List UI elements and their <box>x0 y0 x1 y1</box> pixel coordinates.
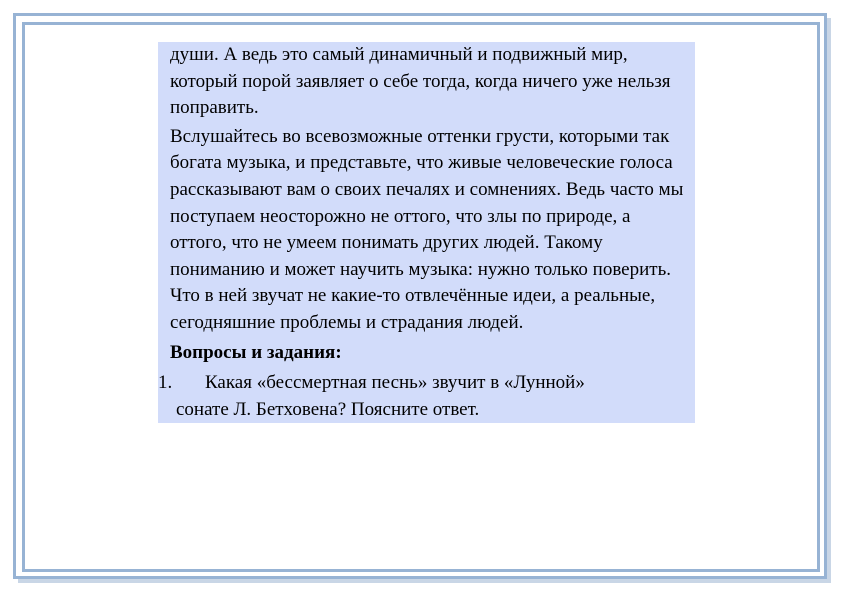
questions-heading: Вопросы и задания: <box>170 341 342 363</box>
list-item-text-line2: сонате Л. Бетховена? Поясните ответ. <box>176 398 480 420</box>
frame-shadow-bottom <box>18 579 831 583</box>
list-item-text-line1: Какая «бессмертная песнь» звучит в «Лунной» <box>205 372 585 394</box>
paragraph-1: души. А ведь это самый динамичный и подвижный мир, который порой заявляет о себе тогда, когда ничего уже нельзя поправить. <box>170 44 671 119</box>
frame-shadow-right <box>827 18 831 583</box>
list-item-number: 1. <box>158 372 173 394</box>
text-block <box>158 42 695 423</box>
list-item <box>158 370 695 423</box>
paragraph-2: Вслушайтесь во всевозможные оттенки грусти, которыми так богата музыка, и представьте, что живые человеческие голоса рассказывают вам о своих печалях и сомнениях. Ведь часто мы поступаем неосторожно не оттого, что злы по природе, а оттого, что не умеем понимать других людей. Такому пониманию и может научить музыка: нужно только поверить. Что в ней звучат не какие-то отвлечённые идеи, а реальные, сегодняшние проблемы и страдания людей. <box>170 125 684 333</box>
